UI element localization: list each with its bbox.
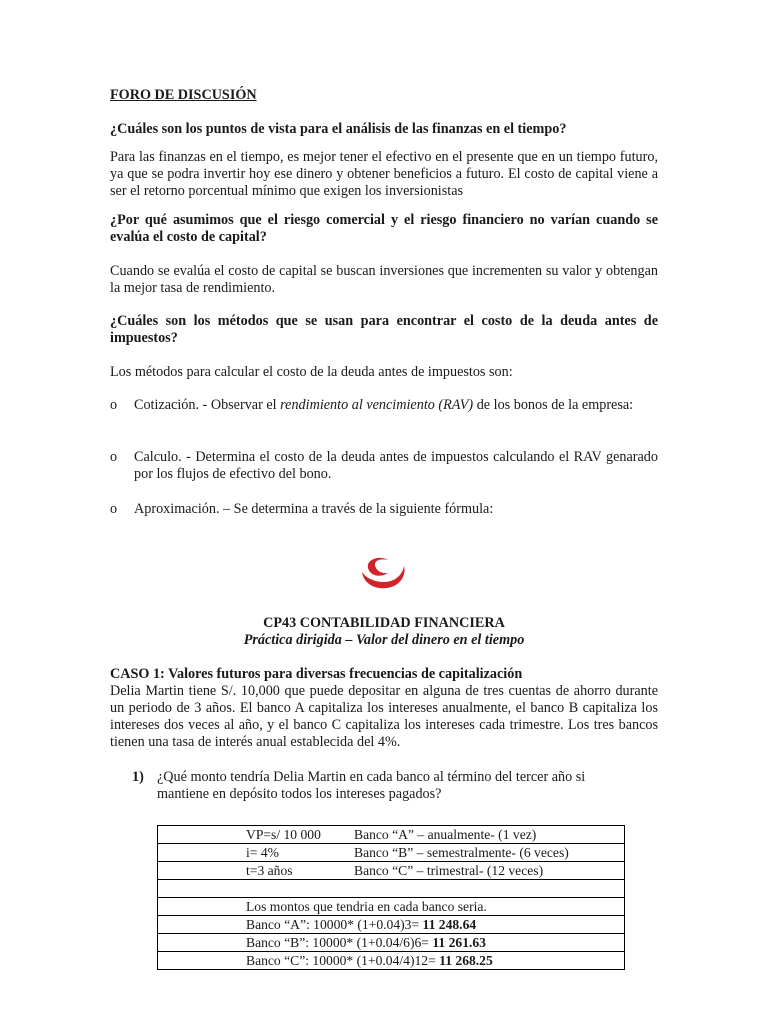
method-text: Aproximación. – Se determina a través de la siguiente fórmula: [134,501,494,517]
logo-swoosh-top [368,558,388,576]
logo-swoosh-bottom [362,566,405,588]
table-row [158,952,625,970]
result-value: 11 248.64 [422,917,477,932]
question-1: ¿Cuáles son los puntos de vista para el análisis de las finanzas en el tiempo? [110,121,567,137]
bank-description: Banco “A” – anualmente- (1 vez) [354,827,537,842]
question-number: 1) [132,769,144,785]
method-text-italic: rendimiento al vencimiento (RAV) [280,397,474,413]
table-row [158,898,625,916]
bullet-mark: o [110,501,118,517]
case-title: CASO 1: Valores futuros para diversas frecuencias de capitalización [110,666,523,682]
table-cell [158,880,625,898]
bullet-mark: o [110,397,118,413]
table-cell: Los montos que tendria en cada banco seria. [158,898,625,916]
table-cell [158,844,625,862]
bank-description: Banco “C” – trimestral- (12 veces) [354,863,544,878]
given-value: t=3 años [246,863,293,878]
table-row [158,934,625,952]
method-text [134,397,658,414]
question-2: ¿Por qué asumimos que el riesgo comercial y el riesgo financiero no varían cuando se evalúa el costo de capital? [110,212,658,245]
table-row [158,844,625,862]
table-cell [158,826,625,844]
answer-2: Cuando se evalúa el costo de capital se buscan inversiones que incrementen su valor y obtengan la mejor tasa de rendimiento. [110,263,658,296]
answer-3: Los métodos para calcular el costo de la deuda antes de impuestos son: [110,364,513,380]
given-value: VP=s/ 10 000 [246,827,321,842]
table-row [158,862,625,880]
course-subtitle [110,632,658,649]
table-cell [158,952,625,970]
given-value: i= 4% [246,845,279,860]
method-text: Calculo. - Determina el costo de la deuda antes de impuestos calculando el RAV genarado por los flujos de efectivo del bono. [134,449,658,482]
case-text: Delia Martin tiene S/. 10,000 que puede depositar en alguna de tres cuentas de ahorro durante un periodo de 3 años. El banco A capitaliza los intereses anualmente, el banco B capitaliza los intereses dos veces al año, y el banco C capitaliza los intereses cada trimestre. Los tres bancos tienen una tasa de interés anual establecida del 4%. [110,683,658,750]
question-3: ¿Cuáles son los métodos que se usan para encontrar el costo de la deuda antes de impuestos? [110,313,658,346]
university-logo-icon [358,556,410,592]
method-text-post: de los bonos de la empresa: [473,397,634,413]
course-subtitle-text: Práctica dirigida – Valor del dinero en el tiempo [243,632,525,648]
answer-1: Para las finanzas en el tiempo, es mejor tener el efectivo en el presente que en un tiempo futuro, ya que se podra invertir hoy ese dinero y obtener beneficios a futuro. El costo de capital viene a ser el retorno porcentual mínimo que exigen los inversionistas [110,149,658,199]
data-table [157,825,625,970]
result-formula: Banco “A”: 10000* (1+0.04)3= [246,917,423,932]
bank-description: Banco “B” – semestralmente- (6 veces) [354,845,569,860]
table-cell [158,862,625,880]
course-title: CP43 CONTABILIDAD FINANCIERA [263,615,505,631]
forum-title: FORO DE DISCUSIÓN [110,87,257,103]
result-formula: Banco “B”: 10000* (1+0.04/6)6= [246,935,433,950]
table-row-empty [158,880,625,898]
result-value: 11 261.63 [432,935,486,950]
method-text-pre: Cotización. - Observar el [134,397,281,413]
table-row [158,916,625,934]
question-text: ¿Qué monto tendría Delia Martin en cada banco al término del tercer año si mantiene en depósito todos los intereses pagados? [157,769,586,802]
table-row [158,826,625,844]
table-cell [158,934,625,952]
result-formula: Banco “C”: 10000* (1+0.04/4)12= [246,953,440,968]
bullet-mark: o [110,449,118,465]
result-value: 11 268.25 [439,953,493,968]
table-cell [158,916,625,934]
